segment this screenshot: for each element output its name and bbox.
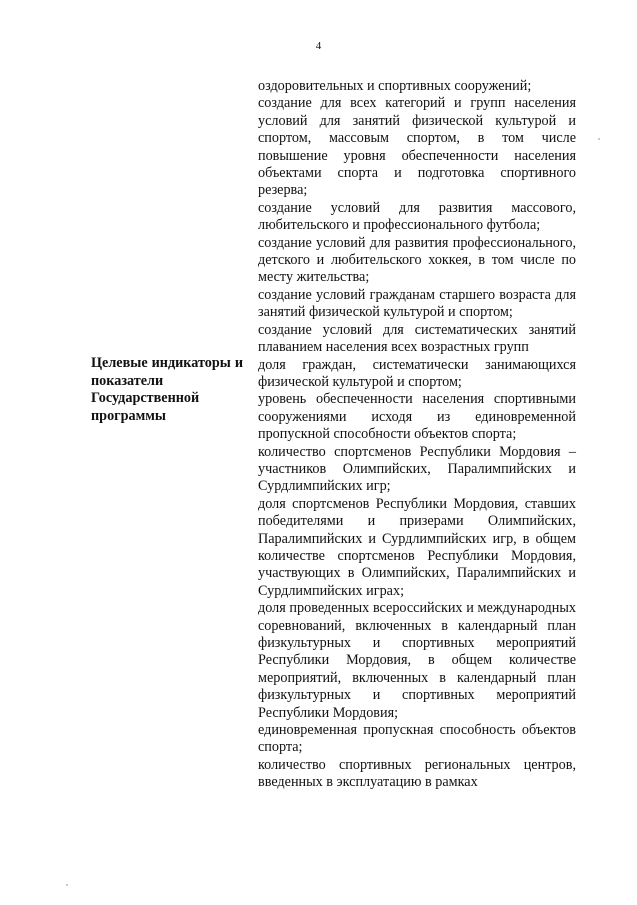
section-label: Целевые индикаторы и показатели Государственной программы [91,355,243,424]
indicator-item: доля спортсменов Республики Мордовия, ставших победителями и призерами Олимпийских, Паралимпийских и Сурдлимпийских игр, в общем количестве спортсменов Республики Мордовия, участвующих в Олимпийских, Паралимпийских и Сурдлимпийских играх; [258,495,576,599]
goal-item: оздоровительных и спортивных сооружений; [258,78,532,94]
goal-item: создание условий для развития массового, любительского и профессионального футбола; [258,199,576,234]
scan-speck [66,884,68,886]
content-column [258,78,576,792]
indicator-item: уровень обеспеченности населения спортивными сооружениями исходя из единовременной пропускной способности объектов спорта; [258,391,576,443]
indicator-item: доля проведенных всероссийских и международных соревнований, включенных в календарный план физкультурных и спортивных мероприятий Республики Мордовия, в общем количестве мероприятий, включенных в календарный план физкультурных и спортивных мероприятий Республики Мордовия; [258,600,576,721]
indicator-item: единовременная пропускная способность объектов спорта; [258,722,576,756]
indicator-item: количество спортсменов Республики Мордовия – участников Олимпийских, Паралимпийских и Сурдлимпийских игр; [258,443,576,495]
goal-item: создание условий гражданам старшего возраста для занятий физической культурой и спортом; [258,286,576,321]
goal-item: создание для всех категорий и групп населения условий для занятий физической культурой и спортом, массовым спортом, в том числе повышение уровня обеспеченности населения объектами спорта и подготовка спортивного резерва; [258,95,576,199]
scan-speck [598,138,600,140]
page-number: 4 [315,40,322,52]
goal-item: создание условий для развития профессионального, детского и любительского хоккея, в том числе по месту жительства; [258,234,576,286]
goal-item: создание условий для систематических занятий плаванием населения всех возрастных групп [258,321,576,356]
indicator-item: доля граждан, систематически занимающихся физической культурой и спортом; [258,356,576,390]
indicator-item: количество спортивных региональных центров, введенных в эксплуатацию в рамках [258,756,576,791]
